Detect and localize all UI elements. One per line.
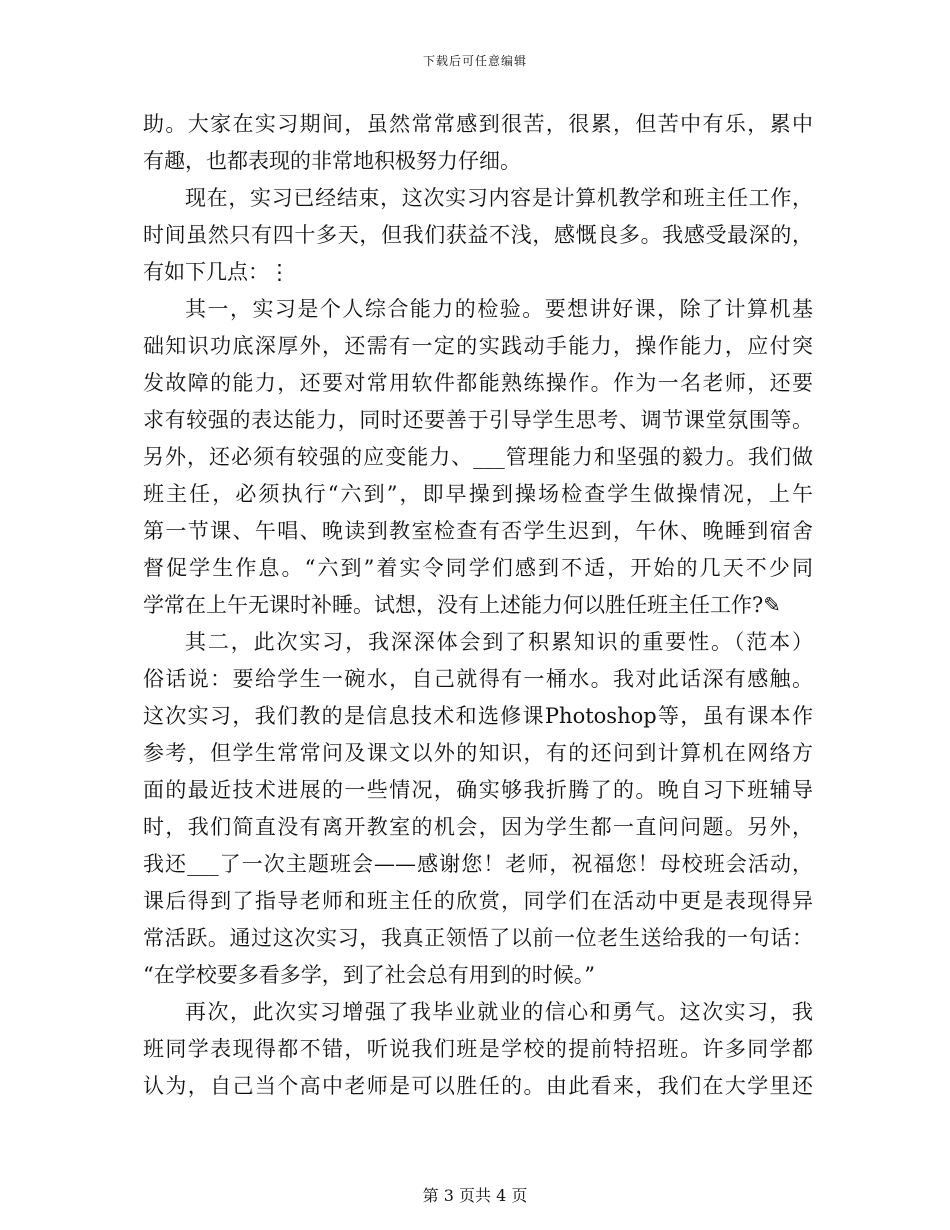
- text-line: 第一节课、午唱、晚读到教室检查有否学生迟到，午休、晚睡到宿舍: [143, 519, 813, 543]
- text-line: 参考，但学生常常问及课文以外的知识，有的还问到计算机在网络方: [143, 741, 813, 765]
- text-line: 这次实习，我们教的是信息技术和选修课Photoshop等，虽有课本作: [143, 704, 813, 728]
- text-line: 班同学表现得都不错，听说我们班是学校的提前特招班。许多同学都: [143, 1037, 813, 1061]
- text-line: 其二，此次实习，我深深体会到了积累知识的重要性。（范本）: [185, 630, 813, 654]
- text-line: “在学校要多看多学，到了社会总有用到的时候。”: [143, 963, 595, 987]
- text-line: 助。大家在实习期间，虽然常常感到很苦，很累，但苦中有乐，累中: [143, 112, 813, 136]
- page-footer: 第 3 页共 4 页: [422, 1186, 528, 1205]
- text-line: 俗话说：要给学生一碗水，自己就得有一桶水。我对此话深有感触。: [143, 667, 813, 691]
- text-line: 求有较强的表达能力，同时还要善于引导学生思考、调节课堂氛围等。: [143, 408, 813, 432]
- text-line: 我还___了一次主题班会——感谢您！老师，祝福您！母校班会活动，: [143, 852, 813, 876]
- text-line: 有趣，也都表现的非常地积极努力仔细。: [143, 149, 521, 173]
- body-text: [143, 106, 813, 1105]
- text-line: 督促学生作息。“六到”着实令同学们感到不适，开始的几天不少同: [143, 556, 813, 580]
- text-line: 课后得到了指导老师和班主任的欣赏，同学们在活动中更是表现得异: [143, 889, 813, 913]
- text-line: 面的最近技术进展的一些情况，确实够我折腾了的。晚自习下班辅导: [143, 778, 813, 802]
- text-line: 础知识功底深厚外，还需有一定的实践动手能力，操作能力，应付突: [143, 334, 813, 358]
- text-line: 另外，还必须有较强的应变能力、___管理能力和坚强的毅力。我们做: [143, 445, 813, 469]
- text-line: 时间虽然只有四十多天，但我们获益不浅，感慨良多。我感受最深的，: [143, 223, 813, 247]
- text-line: 再次，此次实习增强了我毕业就业的信心和勇气。这次实习，我: [185, 1000, 813, 1024]
- text-line: 现在，实习已经结束，这次实习内容是计算机教学和班主任工作，: [185, 186, 813, 210]
- text-line: 有如下几点：⋮: [143, 260, 290, 284]
- text-line: 发故障的能力，还要对常用软件都能熟练操作。作为一名老师，还要: [143, 371, 813, 395]
- text-line: 时，我们简直没有离开教室的机会，因为学生都一直问问题。另外，: [143, 815, 813, 839]
- text-line: 其一，实习是个人综合能力的检验。要想讲好课，除了计算机基: [185, 297, 813, 321]
- text-line: 班主任，必须执行“六到”，即早操到操场检查学生做操情况，上午: [143, 482, 813, 506]
- page-header: 下载后可任意编辑: [422, 54, 527, 68]
- text-line: 认为，自己当个高中老师是可以胜任的。由此看来，我们在大学里还: [143, 1074, 813, 1098]
- text-line: 学常在上午无课时补睡。试想，没有上述能力何以胜任班主任工作?✎: [143, 593, 781, 617]
- text-line: 常活跃。通过这次实习，我真正领悟了以前一位老生送给我的一句话：: [143, 926, 813, 950]
